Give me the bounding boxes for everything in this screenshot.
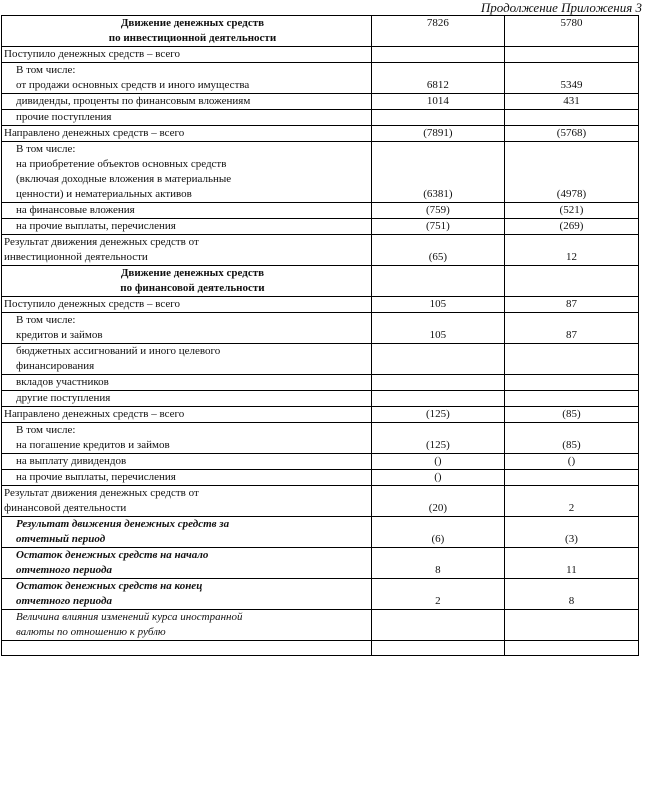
table-row: [2, 297, 639, 313]
value-previous-period: (4978): [504, 142, 638, 203]
table-row: [2, 94, 639, 110]
table-row: [2, 16, 639, 47]
table-row: [2, 266, 639, 297]
row-label: Результат движения денежных средств от финансовой деятельности: [2, 486, 372, 517]
value-previous-period: (521): [504, 203, 638, 219]
value-previous-period: (269): [504, 219, 638, 235]
table-row: [2, 203, 639, 219]
row-label: другие поступления: [2, 391, 372, 407]
appendix-caption: Продолжение Приложения 3: [480, 0, 642, 15]
value-current-period: (125): [371, 407, 504, 423]
value-current-period: 8: [371, 548, 504, 579]
table-row: [2, 391, 639, 407]
value-current-period: [371, 47, 504, 63]
value-current-period: (20): [371, 486, 504, 517]
value-previous-period: [504, 344, 638, 375]
row-label: дивиденды, проценты по финансовым вложениям: [2, 94, 372, 110]
table-row: [2, 610, 639, 641]
value-previous-period: (85): [504, 423, 638, 454]
value-current-period: [371, 391, 504, 407]
value-previous-period: 12: [504, 235, 638, 266]
row-label: Поступило денежных средств – всего: [2, 297, 372, 313]
table-row: [2, 641, 639, 656]
row-label: Результат движения денежных средств от инвестиционной деятельности: [2, 235, 372, 266]
value-previous-period: [504, 470, 638, 486]
value-previous-period: 11: [504, 548, 638, 579]
row-label: Результат движения денежных средств за отчетный период: [2, 517, 372, 548]
table-row: [2, 63, 639, 94]
value-previous-period: [504, 391, 638, 407]
value-current-period: [371, 266, 504, 297]
value-current-period: [371, 344, 504, 375]
table-row: [2, 219, 639, 235]
row-label: Движение денежных средств по финансовой деятельности: [2, 266, 372, 297]
value-current-period: (751): [371, 219, 504, 235]
value-current-period: 2: [371, 579, 504, 610]
value-previous-period: [504, 641, 638, 656]
value-current-period: (6381): [371, 142, 504, 203]
value-current-period: (6): [371, 517, 504, 548]
row-label: Остаток денежных средств на начало отчетного периода: [2, 548, 372, 579]
value-current-period: [371, 641, 504, 656]
value-previous-period: 5780: [504, 16, 638, 47]
table-row: [2, 548, 639, 579]
row-label: бюджетных ассигнований и иного целевого финансирования: [2, 344, 372, 375]
value-current-period: (): [371, 470, 504, 486]
value-current-period: 6812: [371, 63, 504, 94]
row-label: Направлено денежных средств – всего: [2, 407, 372, 423]
row-label: В том числе: кредитов и займов: [2, 313, 372, 344]
value-current-period: (65): [371, 235, 504, 266]
value-previous-period: [504, 375, 638, 391]
row-label: В том числе: от продажи основных средств и иного имущества: [2, 63, 372, 94]
table-row: [2, 110, 639, 126]
table-row: [2, 579, 639, 610]
row-label: Величина влияния изменений курса иностранной валюты по отношению к рублю: [2, 610, 372, 641]
table-row: [2, 517, 639, 548]
value-current-period: 7826: [371, 16, 504, 47]
value-current-period: 105: [371, 313, 504, 344]
table-row: [2, 126, 639, 142]
row-label: В том числе: на погашение кредитов и займов: [2, 423, 372, 454]
table-row: [2, 235, 639, 266]
value-current-period: [371, 375, 504, 391]
table-row: [2, 142, 639, 203]
value-current-period: [371, 110, 504, 126]
value-current-period: (125): [371, 423, 504, 454]
value-current-period: 1014: [371, 94, 504, 110]
table-row: [2, 454, 639, 470]
row-label: на выплату дивидендов: [2, 454, 372, 470]
table-row: [2, 313, 639, 344]
value-previous-period: 87: [504, 313, 638, 344]
row-label: Остаток денежных средств на конец отчетного периода: [2, 579, 372, 610]
table-row: [2, 375, 639, 391]
value-previous-period: 2: [504, 486, 638, 517]
value-current-period: (759): [371, 203, 504, 219]
value-current-period: 105: [371, 297, 504, 313]
table-row: [2, 486, 639, 517]
row-label: вкладов участников: [2, 375, 372, 391]
row-label: на прочие выплаты, перечисления: [2, 219, 372, 235]
cash-flow-table: [1, 15, 639, 656]
row-label: прочие поступления: [2, 110, 372, 126]
value-previous-period: [504, 266, 638, 297]
row-label: Движение денежных средств по инвестиционной деятельности: [2, 16, 372, 47]
table-row: [2, 407, 639, 423]
value-previous-period: (): [504, 454, 638, 470]
value-current-period: (): [371, 454, 504, 470]
table-row: [2, 470, 639, 486]
value-previous-period: [504, 110, 638, 126]
value-previous-period: [504, 47, 638, 63]
value-current-period: [371, 610, 504, 641]
value-previous-period: 431: [504, 94, 638, 110]
value-previous-period: (5768): [504, 126, 638, 142]
row-label: на финансовые вложения: [2, 203, 372, 219]
row-label: Направлено денежных средств – всего: [2, 126, 372, 142]
row-label: Поступило денежных средств – всего: [2, 47, 372, 63]
row-label: [2, 641, 372, 656]
value-previous-period: [504, 610, 638, 641]
value-previous-period: 8: [504, 579, 638, 610]
table-row: [2, 423, 639, 454]
row-label: В том числе: на приобретение объектов основных средств (включая доходные вложения в материальные ценности) и нематериальных активов: [2, 142, 372, 203]
value-previous-period: 87: [504, 297, 638, 313]
value-previous-period: (3): [504, 517, 638, 548]
row-label: на прочие выплаты, перечисления: [2, 470, 372, 486]
table-row: [2, 344, 639, 375]
value-previous-period: (85): [504, 407, 638, 423]
value-previous-period: 5349: [504, 63, 638, 94]
value-current-period: (7891): [371, 126, 504, 142]
table-row: [2, 47, 639, 63]
